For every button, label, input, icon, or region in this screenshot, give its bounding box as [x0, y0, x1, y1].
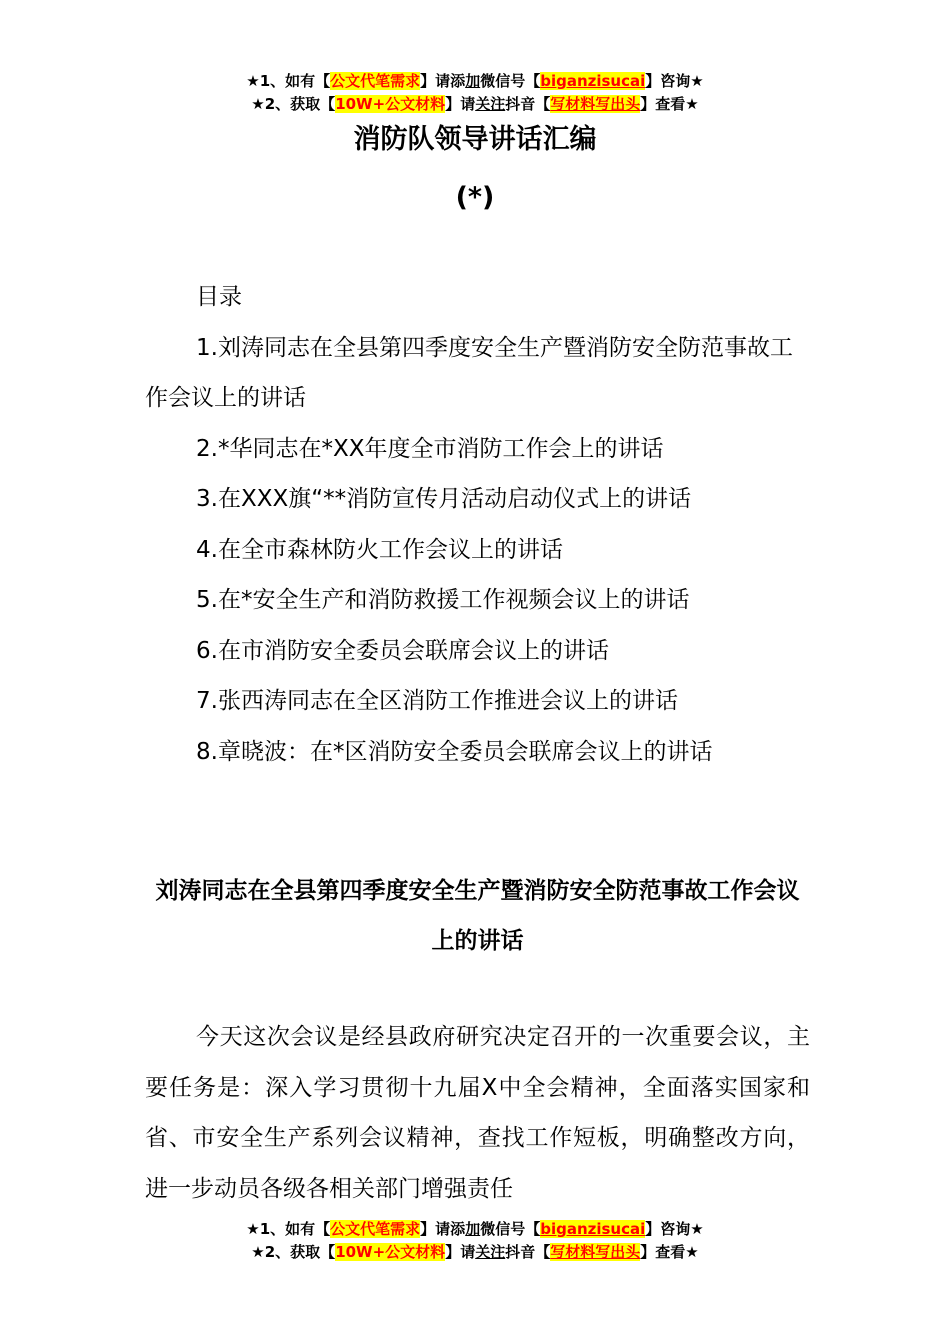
promo-line-1-middle-b: 微信号【 — [480, 72, 541, 90]
promo-line-1-prefix: ★1、如有【 — [246, 72, 331, 90]
toc-item: 7.张西涛同志在全区消防工作推进会议上的讲话 — [196, 688, 678, 714]
table-of-contents — [145, 272, 810, 777]
promo-line-2 — [0, 1241, 950, 1264]
promo-line-2-highlight: 10W+公文材料 — [335, 1243, 446, 1261]
promo-wechat-id: biganzisucai — [540, 1220, 646, 1238]
promo-line-1-underlined: 加 — [465, 72, 481, 90]
toc-item: 1.刘涛同志在全县第四季度安全生产暨消防安全防范事故工作会议上的讲话 — [145, 334, 793, 411]
promo-line-1-middle-a: 】请添 — [420, 72, 466, 90]
promo-line-2-suffix: 】查看★ — [640, 1243, 699, 1261]
promo-line-1-middle-b: 微信号【 — [480, 1220, 541, 1238]
promo-line-2 — [0, 93, 950, 116]
promo-line-1-highlight: 公文代笔需求 — [330, 1220, 421, 1238]
document-subtitle: (*) — [455, 182, 495, 213]
promo-douyin-account: 写材料写出头 — [550, 95, 641, 113]
promo-line-1 — [0, 70, 950, 93]
toc-item: 4.在全市森林防火工作会议上的讲话 — [196, 536, 563, 563]
promo-line-1-prefix: ★1、如有【 — [246, 1220, 331, 1238]
promo-line-1-underlined: 加 — [465, 1220, 481, 1238]
toc-heading: 目录 — [196, 284, 242, 310]
promo-wechat-id: biganzisucai — [540, 72, 646, 90]
promo-line-2-middle-a: 】请 — [445, 95, 476, 113]
promo-banner-bottom — [0, 1218, 950, 1264]
document-title: 消防队领导讲话汇编 — [353, 124, 597, 155]
toc-item: 3.在XXX旗“**消防宣传月活动启动仪式上的讲话 — [196, 486, 692, 512]
section-title: 刘涛同志在全县第四季度安全生产暨消防安全防范事故工作会议上的讲话 — [155, 878, 800, 954]
promo-line-2-middle-b: 抖音【 — [505, 1243, 551, 1261]
promo-line-1-highlight: 公文代笔需求 — [330, 72, 421, 90]
promo-line-2-middle-a: 】请 — [445, 1243, 476, 1261]
toc-item: 5.在*安全生产和消防救援工作视频会议上的讲话 — [196, 587, 690, 613]
promo-line-1-middle-a: 】请添 — [420, 1220, 466, 1238]
promo-line-2-middle-b: 抖音【 — [505, 95, 551, 113]
promo-banner-top — [0, 70, 950, 116]
promo-line-2-suffix: 】查看★ — [640, 95, 699, 113]
promo-line-1-suffix: 】咨询★ — [645, 1220, 704, 1238]
toc-item: 6.在市消防安全委员会联席会议上的讲话 — [196, 637, 609, 664]
promo-douyin-account: 写材料写出头 — [550, 1243, 641, 1261]
toc-item: 2.*华同志在*XX年度全市消防工作会上的讲话 — [196, 435, 664, 462]
promo-line-2-highlight: 10W+公文材料 — [335, 95, 446, 113]
promo-line-2-underlined: 关注 — [475, 1243, 506, 1261]
toc-item: 8.章晓波：在*区消防安全委员会联席会议上的讲话 — [196, 738, 713, 765]
promo-line-2-prefix: ★2、获取【 — [251, 1243, 336, 1261]
promo-line-1 — [0, 1218, 950, 1241]
promo-line-1-suffix: 】咨询★ — [645, 72, 704, 90]
promo-line-2-prefix: ★2、获取【 — [251, 95, 336, 113]
body-paragraph: 今天这次会议是经县政府研究决定召开的一次重要会议，主要任务是：深入学习贯彻十九届X中全会精神，全面落实国家和省、市安全生产系列会议精神，查找工作短板，明确整改方向，进一步动员各级各相关部门增强责任 — [145, 1024, 810, 1202]
promo-line-2-underlined: 关注 — [475, 95, 506, 113]
